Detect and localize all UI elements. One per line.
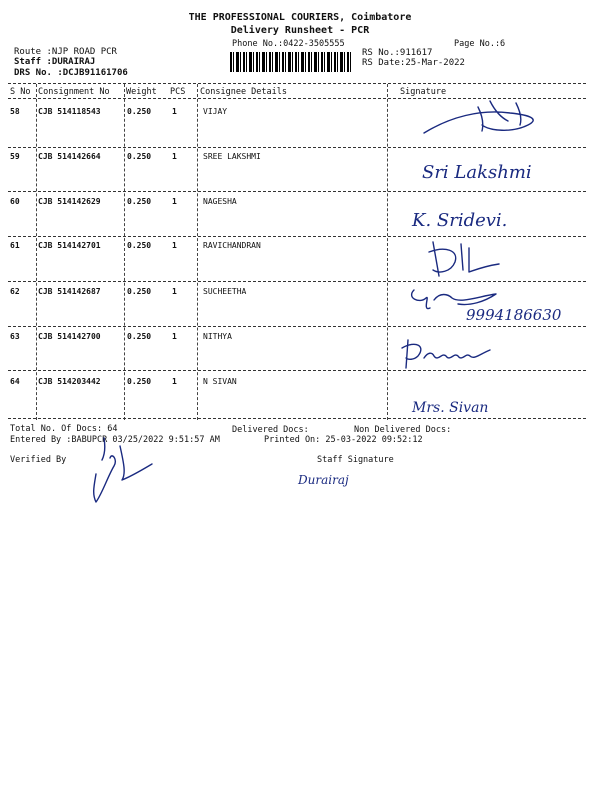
barcode — [230, 52, 352, 72]
row-consignee: SREE LAKSHMI — [203, 152, 261, 161]
signature-text: Mrs. Sivan — [412, 400, 489, 416]
staff-name: Staff :DURAIRAJ — [14, 57, 96, 67]
row-pcs: 1 — [172, 197, 177, 206]
signature-scribble — [420, 97, 550, 142]
company-name: THE PROFESSIONAL COURIERS, Coimbatore — [188, 12, 412, 23]
staff-signature-label: Staff Signature — [317, 455, 394, 465]
column-header-sno: S No — [10, 87, 31, 97]
delivered-docs: Delivered Docs: — [232, 425, 309, 435]
signature-scribble — [398, 334, 508, 372]
row-consignment: CJB 514142700 — [38, 332, 101, 341]
row-consignee: SUCHEETHA — [203, 287, 247, 296]
staff-signature-text: Durairaj — [298, 473, 349, 487]
column-header-signature: Signature — [400, 87, 447, 97]
signature-text: K. Sridevi. — [412, 210, 508, 231]
row-weight: 0.250 — [127, 377, 152, 386]
sheet-title: Delivery Runsheet - PCR — [230, 25, 370, 36]
total-docs: Total No. Of Docs: 64 — [10, 424, 118, 434]
row-pcs: 1 — [172, 287, 177, 296]
row-consignee: N SIVAN — [203, 377, 237, 386]
row-divider — [8, 191, 586, 192]
divider — [8, 83, 586, 84]
signature-handwriting — [418, 148, 558, 188]
row-pcs: 1 — [172, 107, 177, 116]
row-consignment: CJB 514203442 — [38, 377, 101, 386]
row-sno: 60 — [10, 197, 20, 206]
verifier-signature — [80, 436, 160, 508]
row-consignment: CJB 514118543 — [38, 107, 101, 116]
row-consignee: VIJAY — [203, 107, 228, 116]
signature-handwriting — [408, 388, 538, 422]
drs-number: DRS No. :DCJB91161706 — [14, 68, 128, 78]
row-weight: 0.250 — [127, 241, 152, 250]
row-consignment: CJB 514142701 — [38, 241, 101, 250]
row-weight: 0.250 — [127, 287, 152, 296]
signature-text: 9994186630 — [466, 306, 562, 324]
rs-date: RS Date:25-Mar-2022 — [362, 58, 465, 68]
row-sno: 61 — [10, 241, 20, 250]
row-divider — [8, 326, 586, 327]
row-sno: 59 — [10, 152, 20, 161]
route: Route :NJP ROAD PCR — [14, 47, 117, 57]
column-header-pcs: PCS — [170, 87, 186, 97]
signature-text: Sri Lakshmi — [422, 162, 532, 183]
row-weight: 0.250 — [127, 152, 152, 161]
row-consignment: CJB 514142687 — [38, 287, 101, 296]
rs-number: RS No.:911617 — [362, 48, 433, 58]
staff-signature — [290, 462, 390, 492]
row-sno: 62 — [10, 287, 20, 296]
row-consignment: CJB 514142629 — [38, 197, 101, 206]
row-consignee: NAGESHA — [203, 197, 237, 206]
printed-on: Printed On: 25-03-2022 09:52:12 — [264, 435, 423, 445]
phone-number: Phone No.:0422-3505555 — [232, 39, 345, 49]
row-sno: 63 — [10, 332, 20, 341]
column-header-weight: Weight — [126, 87, 157, 97]
row-weight: 0.250 — [127, 197, 152, 206]
page-number: Page No.:6 — [454, 39, 506, 49]
row-pcs: 1 — [172, 152, 177, 161]
entered-by: Entered By :BABUPCR 03/25/2022 9:51:57 AM — [10, 435, 220, 445]
row-pcs: 1 — [172, 377, 177, 386]
signature-scribble — [425, 236, 505, 282]
row-weight: 0.250 — [127, 332, 152, 341]
row-pcs: 1 — [172, 332, 177, 341]
column-header-consignee: Consignee Details — [200, 87, 287, 97]
signature-handwriting — [408, 200, 548, 236]
verified-by-label: Verified By — [10, 455, 67, 465]
signature-scribble — [400, 282, 590, 324]
column-header-consignment: Consignment No — [38, 87, 110, 97]
row-consignment: CJB 514142664 — [38, 152, 101, 161]
row-consignee: RAVICHANDRAN — [203, 241, 261, 250]
row-weight: 0.250 — [127, 107, 152, 116]
row-consignee: NITHYA — [203, 332, 232, 341]
non-delivered-docs: Non Delivered Docs: — [354, 425, 452, 435]
row-sno: 58 — [10, 107, 20, 116]
row-sno: 64 — [10, 377, 20, 386]
row-pcs: 1 — [172, 241, 177, 250]
